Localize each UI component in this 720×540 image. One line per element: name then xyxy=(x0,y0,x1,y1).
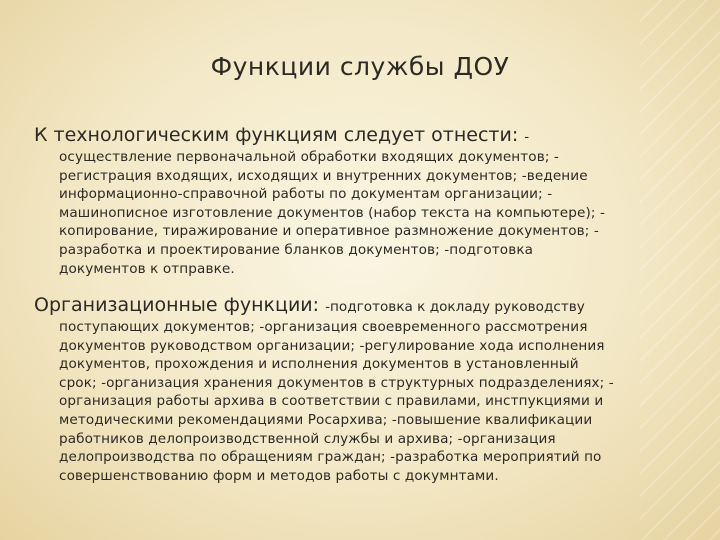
text-line: организация работы архива в соответствии с правилами, инстпукциями и xyxy=(59,393,604,410)
text-line: срок; -организация хранения документов в структурных подразделениях; - xyxy=(59,374,614,391)
text-line: работников делопроизводственной службы и архива; -организация xyxy=(59,430,556,447)
text-line: делопроизводства по обращениям граждан; -разработка мероприятий по xyxy=(59,449,602,466)
organizational-functions-paragraph xyxy=(34,294,704,485)
text-line: осуществление первоначальной обработки входящих документов; - xyxy=(59,149,559,165)
text-line: информационно-справочной работы по документам организации; - xyxy=(59,186,553,203)
text-line: методическими рекомендациями Росархива; -повышение квалификации xyxy=(59,411,593,428)
text-line: регистрация входящих, исходящих и внутренних документов; -ведение xyxy=(59,167,588,184)
text-line: машинописное изготовление документов (набор текста на компьютере); - xyxy=(59,204,605,221)
text-line: разработка и проектирование бланков документов; -подготовка xyxy=(59,241,534,258)
technological-functions-heading: К технологическим функциям следует отнести: xyxy=(34,124,519,146)
organizational-functions-lead xyxy=(34,294,704,318)
text-line: поступающих документов; -организация своевременного рассмотрения xyxy=(59,319,588,335)
organizational-functions-heading: Организационные функции: xyxy=(34,294,320,316)
text-line: совершенствованию форм и методов работы с докумнтами. xyxy=(59,467,499,484)
technological-functions-paragraph xyxy=(34,124,704,278)
slide-title: Функции службы ДОУ xyxy=(210,52,510,81)
text-line: документов руководством организации; -регулирование хода исполнения xyxy=(59,337,605,354)
organizational-functions-body xyxy=(59,318,704,485)
technological-functions-body xyxy=(59,148,704,278)
text-line: документов, прохождения и исполнения документов в установленный xyxy=(59,356,579,373)
technological-functions-heading-tail: - xyxy=(524,129,530,145)
text-line: копирование, тиражирование и оперативное размножение документов; - xyxy=(59,223,599,240)
technological-functions-lead xyxy=(34,124,704,148)
text-line: документов к отправке. xyxy=(59,260,235,277)
organizational-functions-heading-tail: -подготовка к докладу руководству xyxy=(325,299,585,315)
